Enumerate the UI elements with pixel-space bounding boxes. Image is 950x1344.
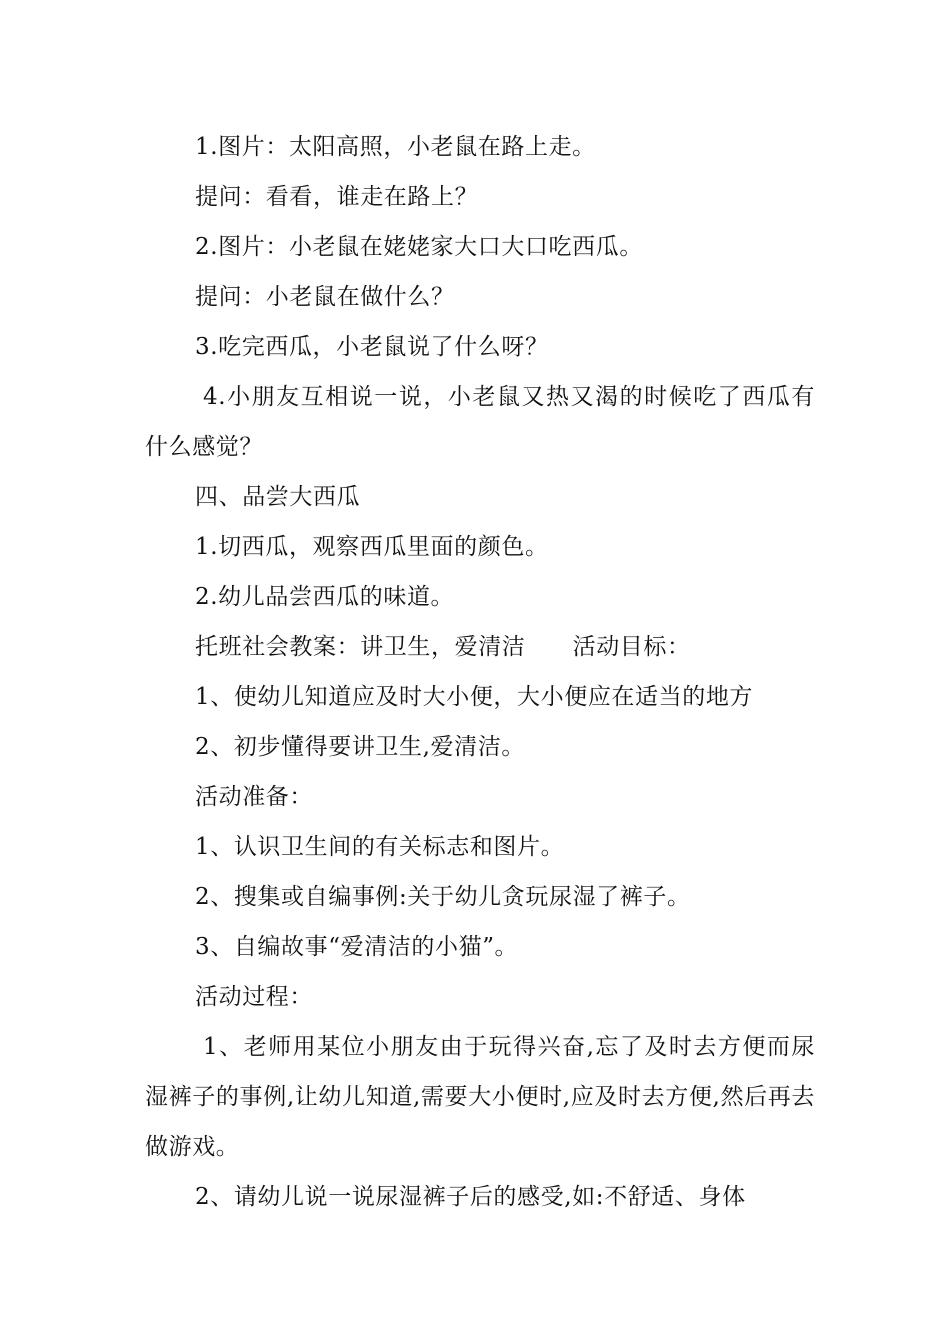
paragraph: 1、老师用某位小朋友由于玩得兴奋,忘了及时去方便而尿湿裤子的事例,让幼儿知道,需要大小便时,应及时去方便,然后再去做游戏。 <box>145 1034 815 1160</box>
paragraph: 提问：看看，谁走在路上？ <box>195 184 479 210</box>
paragraph: 2.图片：小老鼠在姥姥家大口大口吃西瓜。 <box>195 234 643 260</box>
paragraph: 托班社会教案：讲卫生，爱清洁 活动目标： <box>195 634 691 660</box>
paragraph: 2、初步懂得要讲卫生,爱清洁。 <box>195 734 525 760</box>
paragraph: 1、使幼儿知道应及时大小便，大小便应在适当的地方 <box>195 684 754 710</box>
section-heading: 活动过程： <box>195 984 313 1010</box>
paragraph: 2.幼儿品尝西瓜的味道。 <box>195 584 455 610</box>
paragraph: 1、认识卫生间的有关标志和图片。 <box>195 834 565 860</box>
section-heading: 活动准备： <box>195 784 313 810</box>
paragraph: 1.切西瓜，观察西瓜里面的颜色。 <box>195 534 549 560</box>
document-body <box>145 122 815 1222</box>
paragraph: 3、自编故事“爱清洁的小猫”。 <box>195 934 519 960</box>
paragraph: 3.吃完西瓜，小老鼠说了什么呀？ <box>195 334 549 360</box>
paragraph: 2、搜集或自编事例:关于幼儿贪玩尿湿了裤子。 <box>195 884 691 910</box>
section-heading: 四、品尝大西瓜 <box>195 484 361 510</box>
paragraph: 2、请幼儿说一说尿湿裤子后的感受,如:不舒适、身体 <box>195 1184 746 1210</box>
paragraph: 1.图片：太阳高照，小老鼠在路上走。 <box>195 134 596 160</box>
paragraph: 4.小朋友互相说一说，小老鼠又热又渴的时候吃了西瓜有什么感觉？ <box>145 384 815 460</box>
paragraph: 提问：小老鼠在做什么？ <box>195 284 455 310</box>
